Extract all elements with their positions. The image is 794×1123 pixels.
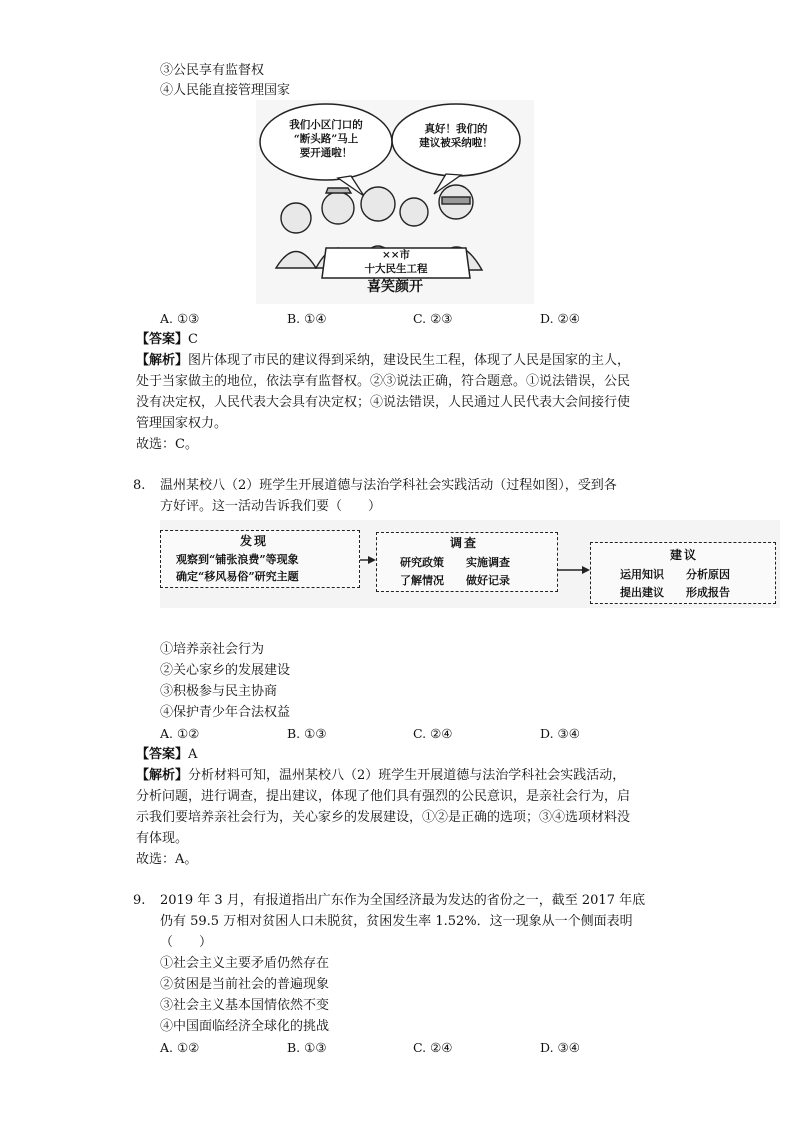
- analysis-text: 图片体现了市民的建议得到采纳，建设民生工程，体现了人民是国家的主人，: [188, 353, 631, 368]
- q8-analysis-line-1: [136, 767, 625, 785]
- q7-option-4: ④人民能直接管理国家: [160, 83, 291, 98]
- bubble-left-text: 我们小区门口的 “断头路”马上 要开通啦！: [289, 119, 363, 159]
- q9-option-1: ①社会主义主要矛盾仍然存在: [160, 956, 330, 971]
- q7-analysis-line-4: 管理国家权力。: [136, 416, 228, 431]
- q7-option-3: ③公民享有监督权: [160, 63, 265, 78]
- cartoon-caption: 喜笑颜开: [367, 279, 423, 295]
- banner-text: ××市 十大民生工程: [364, 249, 428, 275]
- q7-choice-c: C. ②③: [413, 311, 453, 326]
- q8-analysis-line-2: 分析问题，进行调查，提出建议，体现了他们具有强烈的公民意识，是亲社会行为，启: [136, 789, 631, 804]
- flow-box-investigate-title: 调查: [450, 536, 479, 550]
- flow-box-investigate-line-1: 研究政策 实施调查: [400, 556, 510, 569]
- q9-choice-b: B. ①③: [287, 1040, 327, 1055]
- q9-stem-line-2: 仍有 59.5 万相对贫困人口未脱贫，贫困发生率 1.52%．这一现象从一个侧面表明: [160, 914, 633, 929]
- flow-box-investigate-line-2: 了解情况 做好记录: [400, 574, 510, 587]
- q8-choice-d: D. ③④: [540, 726, 580, 741]
- q7-analysis-line-3: 没有决定权，人民代表大会具有决定权；④说法错误，人民通过人民代表大会间接行使: [136, 395, 631, 410]
- q9-choice-d: D. ③④: [540, 1040, 580, 1055]
- q8-stem-line-2: 方好评。这一活动告诉我们要（ ）: [160, 499, 382, 514]
- q9-choice-c: C. ②④: [413, 1040, 453, 1055]
- analysis-text: 分析材料可知，温州某校八（2）班学生开展道德与法治学科社会实践活动，: [188, 768, 626, 783]
- q7-analysis-line-1: [136, 352, 630, 370]
- q8-option-1: ①培养亲社会行为: [160, 642, 265, 657]
- analysis-label: 【解析】: [136, 353, 189, 368]
- analysis-label: 【解析】: [136, 768, 189, 783]
- q9-option-4: ④中国面临经济全球化的挑战: [160, 1019, 330, 1034]
- q8-option-2: ②关心家乡的发展建设: [160, 663, 291, 678]
- flow-box-discover-title: 发现: [240, 534, 269, 548]
- flow-box-suggest-line-1: 运用知识 分析原因: [620, 568, 730, 581]
- q7-choice-b: B. ①④: [287, 311, 327, 326]
- q8-choice-a: A. ①②: [160, 726, 200, 741]
- q8-answer: [136, 746, 197, 764]
- q7-choice-a: A. ①③: [160, 311, 200, 326]
- answer-label: 【答案】: [136, 747, 189, 762]
- q9-stem-line-1: 2019 年 3 月，有报道指出广东作为全国经济最为发达的省份之一，截至 2017 年底: [160, 893, 646, 908]
- cartoon-illustration: [256, 100, 534, 304]
- answer-value: C: [188, 332, 198, 347]
- answer-label: 【答案】: [136, 332, 189, 347]
- q8-conclusion: 故选：A。: [136, 852, 198, 867]
- q9-choice-a: A. ①②: [160, 1040, 200, 1055]
- q8-stem-line-1: 温州某校八（2）班学生开展道德与法治学科社会实践活动（过程如图），受到各: [160, 478, 617, 493]
- flow-box-suggest-line-2: 提出建议 形成报告: [620, 586, 730, 599]
- q7-conclusion: 故选：C。: [136, 437, 198, 452]
- q8-choice-c: C. ②④: [413, 726, 453, 741]
- q7-choice-d: D. ②④: [540, 311, 580, 326]
- flow-box-suggest-title: 建议: [670, 548, 699, 562]
- process-flowchart: [160, 520, 780, 608]
- q8-number: 8.: [133, 478, 146, 493]
- q8-option-3: ③积极参与民主协商: [160, 684, 278, 699]
- q9-option-3: ③社会主义基本国情依然不变: [160, 998, 330, 1013]
- bubble-right-text: 真好！我们的 建议被采纳啦！: [419, 123, 493, 149]
- q9-stem-line-3: （ ）: [160, 935, 213, 950]
- q8-analysis-line-3: 示我们要培养亲社会行为，关心家乡的发展建设，①②是正确的选项；③④选项材料没: [136, 810, 631, 825]
- q9-number: 9.: [133, 893, 146, 908]
- q7-analysis-line-2: 处于当家做主的地位，依法享有监督权。②③说法正确，符合题意。①说法错误，公民: [136, 374, 631, 389]
- flow-box-discover-line-1: 观察到“铺张浪费”等现象: [176, 553, 299, 566]
- q8-choice-b: B. ①③: [287, 726, 327, 741]
- answer-value: A: [188, 747, 198, 762]
- flow-box-discover-line-2: 确定“移风易俗”研究主题: [176, 570, 299, 583]
- q8-option-4: ④保护青少年合法权益: [160, 705, 291, 720]
- q7-answer: [136, 331, 198, 349]
- q9-option-2: ②贫困是当前社会的普遍现象: [160, 977, 330, 992]
- q8-analysis-line-4: 有体现。: [136, 831, 189, 846]
